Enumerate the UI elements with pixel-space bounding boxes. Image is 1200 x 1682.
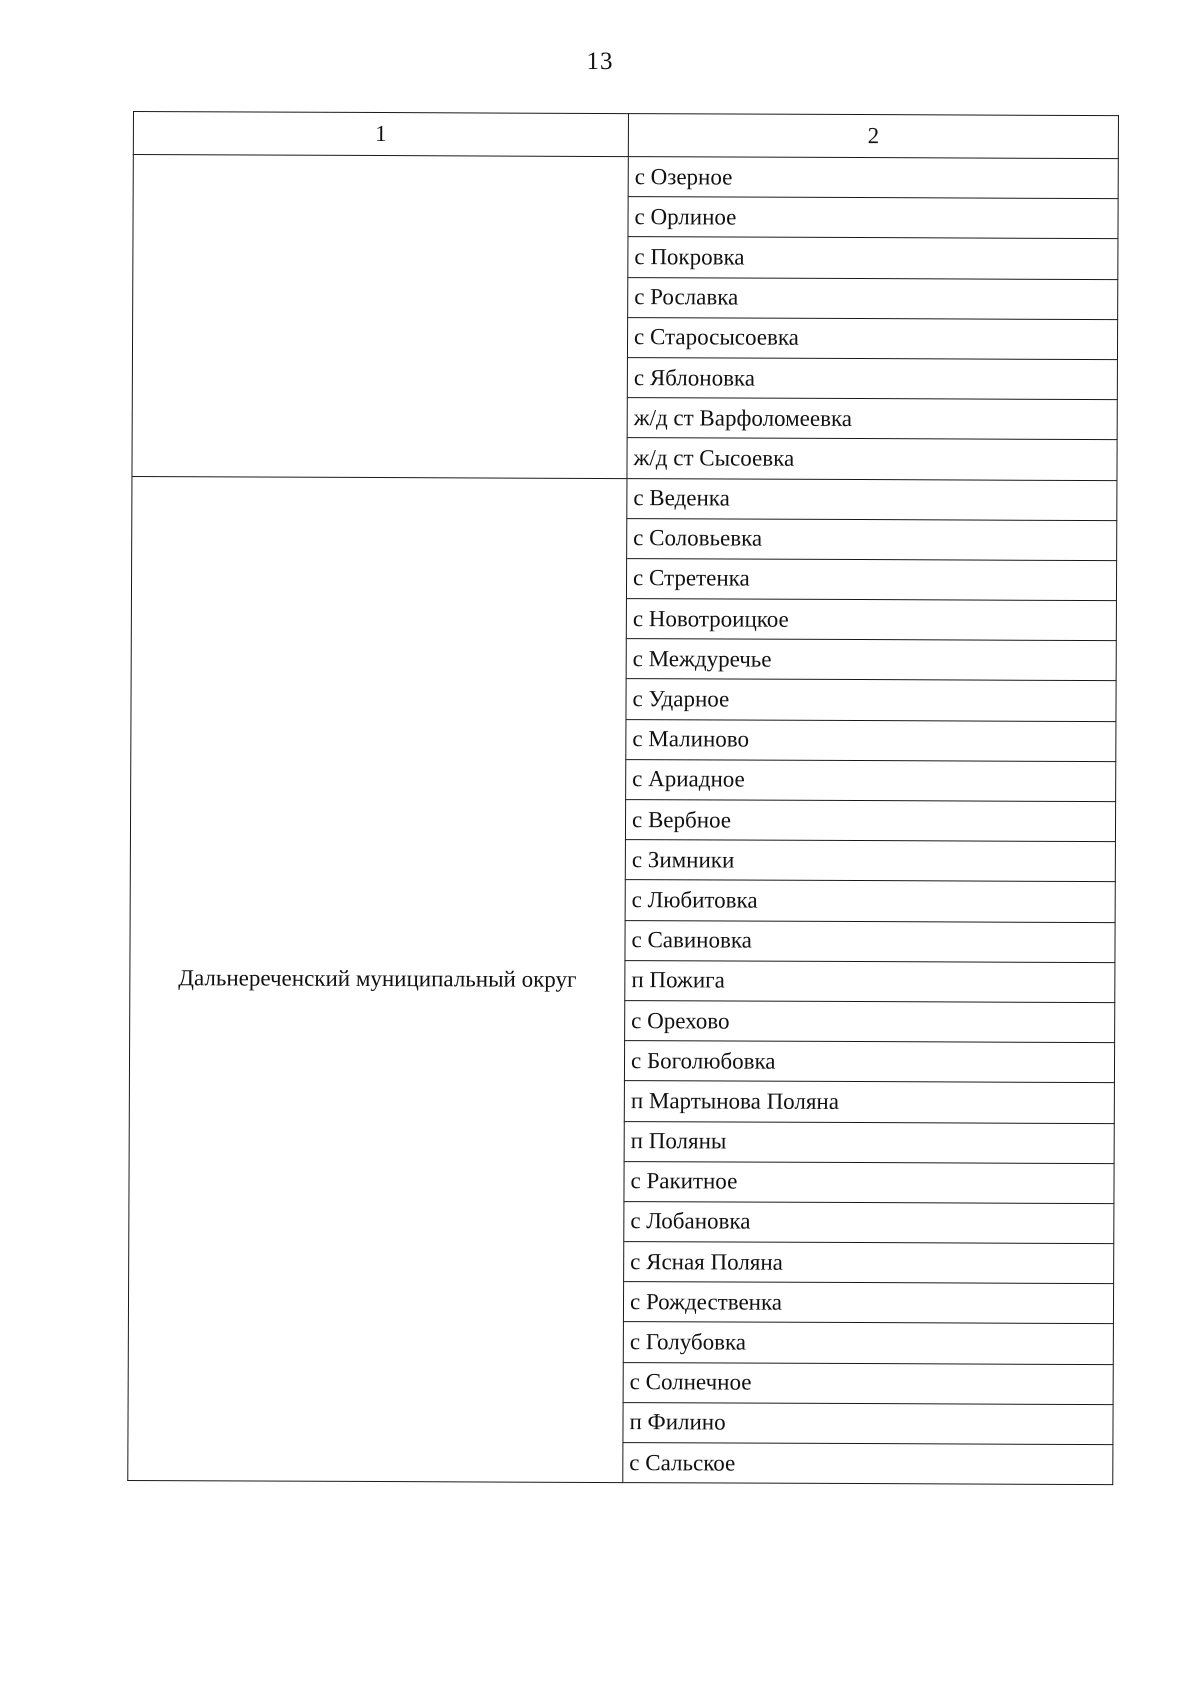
- table-body: [128, 155, 1119, 1485]
- table-row: [133, 155, 1118, 199]
- settlement-cell: с Зимники: [625, 840, 1115, 882]
- settlement-cell: с Любитовка: [625, 880, 1115, 922]
- settlement-cell: с Ракитное: [624, 1161, 1114, 1203]
- settlement-cell: п Пожига: [625, 960, 1115, 1002]
- settlement-cell: п Мартынова Поляна: [624, 1081, 1114, 1123]
- table-header-row: [133, 112, 1118, 159]
- settlement-cell: ж/д ст Варфоломеевка: [627, 398, 1117, 440]
- settlement-cell: с Веденка: [627, 478, 1117, 520]
- settlement-cell: с Новотроицкое: [626, 599, 1116, 641]
- settlement-cell: ж/д ст Сысоевка: [627, 438, 1117, 480]
- settlement-cell: с Лобановка: [624, 1201, 1114, 1243]
- page-number: 13: [586, 48, 614, 75]
- settlement-cell: с Орлиное: [628, 197, 1118, 239]
- table-row: [132, 476, 1117, 520]
- settlement-cell: с Ударное: [626, 679, 1116, 721]
- settlement-cell: с Ариадное: [626, 759, 1116, 801]
- settlement-cell: с Савиновка: [625, 920, 1115, 962]
- settlement-cell: с Малиново: [626, 719, 1116, 761]
- settlement-cell: с Сальское: [623, 1443, 1113, 1485]
- column-header-1: 1: [133, 112, 628, 157]
- settlement-cell: п Поляны: [624, 1121, 1114, 1163]
- settlement-cell: с Орехово: [625, 1001, 1115, 1043]
- settlement-cell: с Старосысоевка: [627, 317, 1117, 359]
- settlement-cell: с Вербное: [625, 800, 1115, 842]
- settlement-cell: с Рославка: [628, 277, 1118, 319]
- settlements-table: [127, 111, 1119, 1485]
- settlement-cell: с Солнечное: [623, 1362, 1113, 1404]
- district-cell: Дальнереченский муниципальный округ: [128, 476, 627, 1483]
- settlement-cell: с Междуречье: [626, 639, 1116, 681]
- settlement-cell: с Озерное: [628, 157, 1118, 199]
- settlement-cell: с Рождественка: [623, 1282, 1113, 1324]
- district-cell: [132, 155, 628, 479]
- settlement-cell: п Филино: [623, 1402, 1113, 1444]
- settlement-cell: с Яблоновка: [627, 358, 1117, 400]
- settlement-cell: с Ясная Поляна: [624, 1242, 1114, 1284]
- settlement-cell: с Соловьевка: [627, 518, 1117, 560]
- column-header-2: 2: [628, 114, 1118, 159]
- settlement-cell: с Боголюбовка: [624, 1041, 1114, 1083]
- settlement-cell: с Стретенка: [626, 558, 1116, 600]
- settlement-cell: с Голубовка: [623, 1322, 1113, 1364]
- settlement-cell: с Покровка: [628, 237, 1118, 279]
